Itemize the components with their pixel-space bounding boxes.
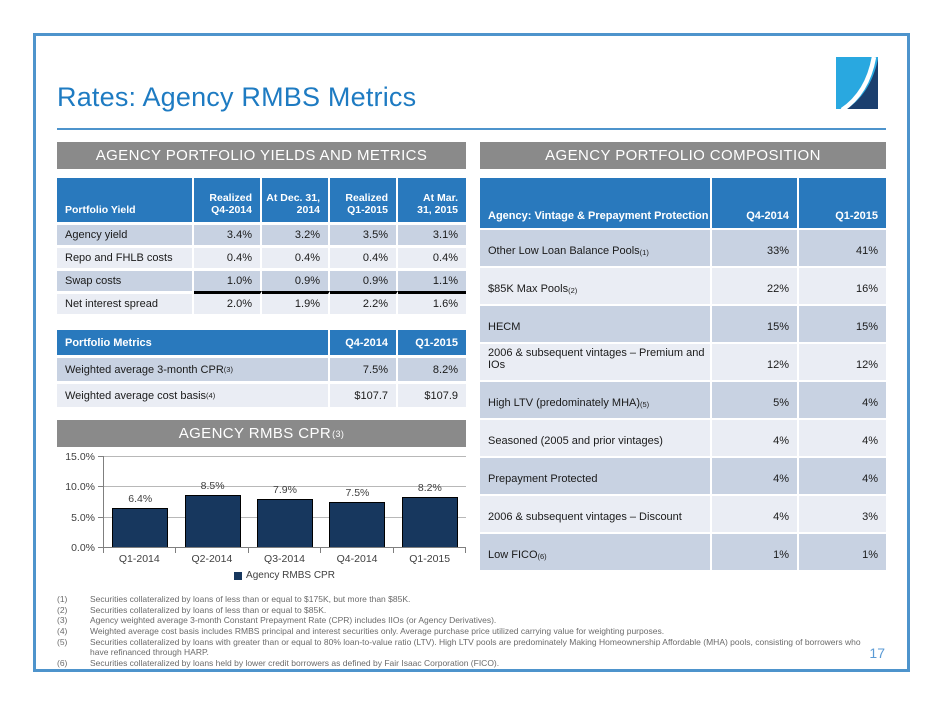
portfolio-metrics-table (57, 330, 466, 407)
header-line: Q1-2015 (347, 204, 388, 217)
footnote-number: (2) (57, 604, 68, 615)
section-header-cpr-chart (57, 420, 466, 447)
header-line: Q4-2014 (211, 204, 252, 217)
row-label: Net interest spread (57, 291, 194, 314)
cell-value: 3.4% (194, 222, 262, 245)
section-header-composition-label: AGENCY PORTFOLIO COMPOSITION (545, 147, 821, 164)
cell-value: 0.4% (330, 245, 398, 268)
table-header-row (480, 178, 886, 228)
cell-value: 1.9% (262, 291, 330, 314)
bar-q4-2014 (329, 502, 385, 548)
cell-value: 0.4% (398, 245, 466, 268)
bar-q1-2014 (112, 508, 168, 547)
table-row (480, 228, 886, 266)
x-axis-tick-mark (248, 548, 249, 553)
x-axis-tick-label: Q2-2014 (191, 553, 233, 565)
column-header: Q4-2014 (330, 330, 398, 355)
page-title: Rates: Agency RMBS Metrics (57, 82, 417, 112)
footnote-text: Agency weighted average 3-month Constant Prepayment Rate (CPR) includes IIOs (or Agency Derivatives). (90, 615, 497, 626)
cell-value: 4% (799, 456, 886, 494)
footnote-ref: (2) (568, 286, 578, 295)
footnote-ref: (1) (639, 248, 649, 257)
row-label-text: Seasoned (2005 and prior vintages) (488, 435, 663, 447)
row-label (57, 381, 330, 407)
cell-value: 15% (712, 304, 799, 342)
row-label-text: 2006 & subsequent vintages – Premium and IOs (488, 347, 705, 371)
cell-value: 1% (799, 532, 886, 570)
column-header: Q4-2014 (712, 178, 799, 228)
footnote-text: Securities collateralized by loans held by lower credit borrowers as defined by Fair Isaac Corporation (FICO). (90, 657, 500, 668)
company-logo-icon (835, 56, 880, 112)
bar-value-label: 6.4% (128, 493, 153, 506)
cell-value: 4% (712, 418, 799, 456)
bar-value-label: 7.9% (273, 484, 297, 497)
x-axis-tick-mark (103, 548, 104, 553)
cpr-chart-plot (103, 456, 466, 548)
table-row (480, 304, 886, 342)
cell-value: 12% (799, 342, 886, 380)
row-label-text: Weighted average cost basis (65, 389, 207, 402)
cell-value: 3% (799, 494, 886, 532)
cell-value: 1.1% (398, 268, 466, 291)
section-header-yields (57, 142, 466, 169)
x-axis-tick-mark (393, 548, 394, 553)
table-row (480, 532, 886, 570)
x-axis-tick-label: Q1-2015 (409, 553, 451, 565)
footnote-ref: (3) (223, 365, 233, 374)
table-row (480, 266, 886, 304)
row-label: Repo and FHLB costs (57, 245, 194, 268)
table-row (480, 342, 886, 380)
cell-value: $107.9 (398, 381, 466, 407)
row-label (480, 266, 712, 304)
row-label-text: Low FICO (488, 549, 538, 561)
cell-value: 4% (712, 456, 799, 494)
column-header (262, 178, 330, 222)
cell-value: 0.9% (262, 268, 330, 291)
cell-value: 2.2% (330, 291, 398, 314)
cell-value: 2.0% (194, 291, 262, 314)
table-header-row (57, 178, 466, 222)
legend-swatch-icon (234, 572, 242, 580)
header-line: Realized (345, 191, 388, 204)
x-axis-tick-label: Q4-2014 (336, 553, 378, 565)
portfolio-yield-table (57, 178, 466, 314)
column-header (398, 178, 466, 222)
row-label (480, 228, 712, 266)
footnote-text: Securities collateralized by loans with greater than or equal to 80% loan-to-value ratio (LTV). High LTV pools are predominately Making Homeownership Affordable (MHA) pools, consisting of borrowers who have refinanced through HARP. (90, 636, 861, 658)
footnote-number: (5) (57, 636, 68, 647)
footnote-ref: (5) (640, 400, 650, 409)
y-axis-tick-label: 15.0% (65, 451, 95, 463)
cell-value: 41% (799, 228, 886, 266)
cell-value: 3.2% (262, 222, 330, 245)
cell-value: 0.4% (194, 245, 262, 268)
slide (33, 33, 910, 672)
cell-value: 15% (799, 304, 886, 342)
table-row (480, 456, 886, 494)
column-header: Portfolio Metrics (57, 330, 330, 355)
header-line: Realized (209, 191, 252, 204)
footnote-ref: (4) (206, 391, 216, 400)
cell-value: 4% (712, 494, 799, 532)
table-row (480, 494, 886, 532)
cell-value: 12% (712, 342, 799, 380)
page-number: 17 (869, 645, 885, 661)
title-divider (57, 128, 886, 130)
table-row (57, 222, 466, 245)
table-row (57, 245, 466, 268)
row-label-text: 2006 & subsequent vintages – Discount (488, 511, 682, 523)
row-label-text: Prepayment Protected (488, 473, 598, 485)
bar-q2-2014 (185, 495, 241, 547)
footnote-text: Weighted average cost basis includes RMBS principal and interest securities only. Average purchase price utilized carrying value for weighting purposes. (90, 625, 665, 636)
legend-label: Agency RMBS CPR (246, 570, 335, 581)
table-header-row (57, 330, 466, 355)
row-label (480, 380, 712, 418)
x-axis-tick-mark (175, 548, 176, 553)
cpr-chart-legend (103, 570, 466, 581)
bars-row (104, 456, 466, 547)
bar-slot (104, 493, 176, 547)
row-label (480, 532, 712, 570)
cell-value: 3.5% (330, 222, 398, 245)
row-label (480, 456, 712, 494)
footnote-text: Securities collateralized by loans of less than or equal to $85K. (90, 604, 327, 615)
footnote-number: (1) (57, 594, 68, 604)
portfolio-composition-table (480, 178, 886, 570)
bar-value-label: 8.5% (200, 480, 225, 493)
footnote-ref: (3) (332, 428, 345, 439)
table-row (57, 268, 466, 291)
cpr-chart (57, 451, 466, 581)
column-header: Q1-2015 (398, 330, 466, 355)
footnote-number: (3) (57, 615, 68, 626)
y-axis-tick-label: 5.0% (71, 511, 95, 524)
footnote-ref: (6) (537, 552, 547, 561)
bar-slot (321, 487, 393, 548)
row-label-text: $85K Max Pools (488, 283, 569, 295)
cell-value: 22% (712, 266, 799, 304)
row-label-text: Weighted average 3-month CPR (65, 363, 224, 376)
column-header: Portfolio Yield (57, 178, 194, 222)
row-label (480, 342, 712, 380)
row-label (480, 304, 712, 342)
header-line: 31, 2015 (417, 204, 458, 217)
section-header-composition (480, 142, 886, 169)
cell-value: $107.7 (330, 381, 398, 407)
row-label (480, 418, 712, 456)
row-label-text: HECM (488, 321, 521, 333)
row-label (480, 494, 712, 532)
cell-value: 16% (799, 266, 886, 304)
cell-value: 8.2% (398, 355, 466, 381)
cell-value: 1% (712, 532, 799, 570)
cell-value: 0.9% (330, 268, 398, 291)
cell-value: 7.5% (330, 355, 398, 381)
bar-value-label: 8.2% (417, 482, 442, 495)
table-row (480, 418, 886, 456)
cell-value: 1.6% (398, 291, 466, 314)
column-header: Agency: Vintage & Prepayment Protection (480, 178, 712, 228)
column-header: Q1-2015 (799, 178, 886, 228)
cell-value: 4% (799, 380, 886, 418)
header-line: At Mar. (422, 191, 458, 204)
row-label-text: High LTV (predominately MHA) (488, 397, 641, 409)
row-label (57, 355, 330, 381)
footnote-text: Securities collateralized by loans of less than or equal to $175K, but more than $85K. (90, 594, 411, 604)
column-header (194, 178, 262, 222)
footnote-number: (4) (57, 625, 68, 636)
x-axis-tick-label: Q1-2014 (118, 553, 160, 565)
cell-value: 4% (799, 418, 886, 456)
cpr-chart-body (57, 451, 466, 554)
bar-q1-2015 (402, 497, 458, 547)
section-header-yields-label: AGENCY PORTFOLIO YIELDS AND METRICS (95, 147, 428, 164)
cell-value: 33% (712, 228, 799, 266)
bar-slot (394, 482, 466, 547)
y-axis-tick-label: 0.0% (71, 542, 95, 554)
row-label-text: Other Low Loan Balance Pools (488, 245, 640, 257)
bar-value-label: 7.5% (345, 486, 370, 499)
footnotes-list (57, 594, 869, 668)
section-header-cpr-label: AGENCY RMBS CPR (178, 425, 332, 442)
header-line: 2014 (296, 204, 320, 217)
row-label: Agency yield (57, 222, 194, 245)
footnote-number: (6) (57, 657, 68, 668)
table-row (57, 355, 466, 381)
header-line: At Dec. 31, (266, 191, 320, 204)
x-axis-tick-mark (465, 548, 466, 553)
column-header (330, 178, 398, 222)
cell-value: 3.1% (398, 222, 466, 245)
x-axis-tick-label: Q3-2014 (264, 553, 305, 565)
cpr-chart-y-axis (57, 451, 103, 554)
table-row-total (57, 291, 466, 314)
cpr-chart-x-axis (103, 553, 466, 565)
row-label: Swap costs (57, 268, 194, 291)
y-axis-tick-label: 10.0% (65, 481, 95, 494)
cell-value: 5% (712, 380, 799, 418)
bar-q3-2014 (257, 499, 313, 547)
bar-slot (249, 484, 321, 547)
x-axis-tick-mark (320, 548, 321, 553)
table-row (57, 381, 466, 407)
cell-value: 1.0% (194, 268, 262, 291)
bar-slot (176, 480, 248, 547)
cell-value: 0.4% (262, 245, 330, 268)
table-row (480, 380, 886, 418)
